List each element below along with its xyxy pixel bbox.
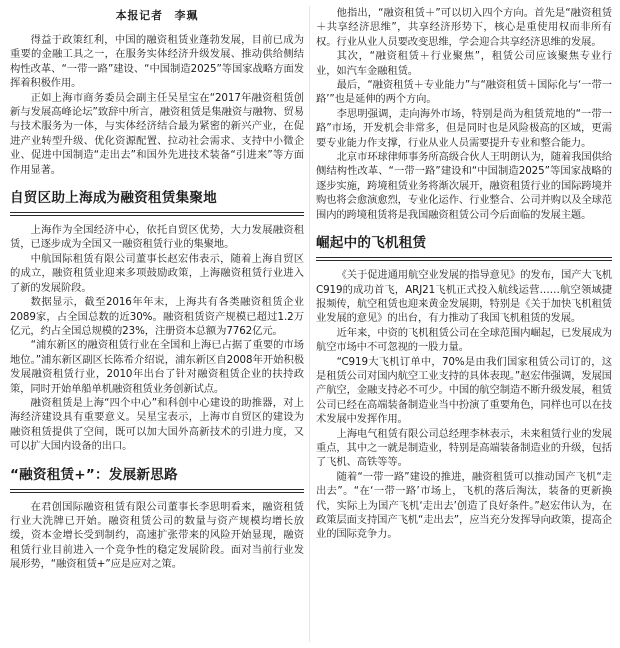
column-divider xyxy=(309,6,310,642)
article-paragraph: 上海作为全国经济中心，依托自贸区优势，大力发展融资租赁，已逐步成为全国又一融资租赁行业的集聚地。 xyxy=(10,224,304,251)
article-paragraph: 其次，“融资租赁＋行业聚焦”，租赁公司应该聚焦专业行业，如汽车金融租赁。 xyxy=(316,50,612,77)
article-paragraph: 他指出，“融资租赁＋”可以切入四个方向。首先是“融资租赁＋共享经济思维”，共享经济形势下，核心是重使用权而非所有权。行业从业人员要改变思维，学会迎合共享经济思维的发展。 xyxy=(316,7,612,48)
article-paragraph: 中航国际租赁有限公司董事长赵宏伟表示，随着上海自贸区的成立，融资租赁业迎来多项鼓励政策，上海融资租赁行业进入了新的发展阶段。 xyxy=(10,252,304,294)
intro-paragraph: 得益于政策红利，中国的融资租赁业蓬勃发展，目前已成为重要的金融工具之一，在服务实体经济升级发展、推动供给侧结构性改革、“一带一路”建设、“中国制造2025”等国家战略方面发挥着积极作用。 xyxy=(10,34,304,90)
right-column xyxy=(316,6,612,542)
byline: 本报记者 李珮 xyxy=(115,9,199,22)
article-paragraph: 近年来，中资的飞机租赁公司在全球范围内崛起，已发展成为航空市场中不可忽视的一股力量。 xyxy=(316,326,612,354)
article-paragraph: 数据显示，截至2016年年末，上海共有各类融资租赁企业2089家，占全国总数的近30%。融资租赁资产规模已超过1.2万亿元，约占全国总规模的23%，注册资本总额为7762亿元。 xyxy=(10,296,304,337)
section-heading-aircraft-leasing: 崛起中的飞机租赁 xyxy=(316,234,612,258)
section-heading-leasing-plus: “融资租赁+”：发展新思路 xyxy=(10,466,304,490)
article-paragraph: 《关于促进通用航空业发展的指导意见》的发布，国产大飞机C919的成功首飞，ARJ21飞机正式投入航线运营……航空领域捷报频传，航空租赁也迎来黄金发展期，特别是《关于加快飞机租赁业发展的意见》的出台，有力推动了我国飞机租赁的发展。 xyxy=(316,269,612,325)
left-column xyxy=(10,6,304,572)
article-paragraph: 北京市环球律师事务所高级合伙人王明朗认为，随着我国供给侧结构性改革、“一带一路”建设和“中国制造2025”等国家战略的逐步实施，跨境租赁业务将渐次展开，融资租赁行业的国际跨境并购也将会愈演愈烈，专业化运作、行业整合、公司并购以及全球范围内的跨境租赁将是我国融资租赁公司今后面临的发展主题。 xyxy=(316,151,612,221)
article-paragraph: “C919大飞机订单中，70%是由我们国家租赁公司订的，这是租赁公司对国内航空工业支持的具体表现。”赵宏伟强调，发展国产航空，金融支持必不可少。中国的航空制造不断升级发展，租赁公司已经在高端装备制造业当中扮演了重要角色，同样也可以在技术发展中发挥作用。 xyxy=(316,355,612,426)
article-paragraph: 融资租赁是上海“四个中心”和科创中心建设的助推器，对上海经济建设具有重要意义。吴星宝表示，上海市自贸区的建设为融资租赁提供了空间，既可以加大国外高新技术的引进力度，又可以扩大国内设备的出口。 xyxy=(10,396,304,453)
article-paragraph: 在君创国际融资租赁有限公司董事长李思明看来，融资租赁行业大洗牌已开始。融资租赁公司的数量与资产规模均增长放缓，资本金增长受到制约，高速扩张带来的风险开始显现，融资租赁行业目前进入一个竞争性的稳定发展阶段。面对当前行业发展形势，“融资租赁+”应是应对之策。 xyxy=(10,500,304,571)
section-heading-free-trade-zone: 自贸区助上海成为融资租赁集聚地 xyxy=(10,189,304,213)
article-paragraph: 随着“一带一路”建设的推进，融资租赁可以推动国产飞机“走出去”。“在‘一带一路’市场上，飞机的落后淘汰，装备的更新换代，实际上为国产飞机‘走出去’创造了良好条件。”赵宏伟认为，在政策层面支持国产飞机“走出去”，应当充分发挥导向政策，提高企业的国际竞争力。 xyxy=(316,470,612,541)
article-paragraph: 上海电气租赁有限公司总经理李林表示，未来租赁行业的发展重点，其中之一就是制造业，特别是高端装备制造业的升级，包括了飞机、高铁等等。 xyxy=(316,427,612,469)
article-paragraph: “浦东新区的融资租赁行业在全国和上海已占据了重要的市场地位。”浦东新区副区长陈希介绍说，浦东新区自2008年开始积极发展融资租赁行业，2010年出台了针对融资租赁企业的扶持政策，同时开始单船单机融资租赁业务创新试点。 xyxy=(10,339,304,395)
intro-paragraph: 正如上海市商务委员会副主任吴星宝在“2017年融资租赁创新与发展高峰论坛”致辞中所言，融资租赁是集融资与融物、贸易与技术服务为一体，与实体经济结合最为紧密的新兴产业，在促进产业转型升级、优化资源配置、拉动社会需求、支持中小微企业、促进中国制造“走出去”和国外先进技术装备“引进来”等方面作用显著。 xyxy=(10,91,304,176)
article-paragraph: 李思明强调，走向海外市场，特别是尚为租赁荒地的“一带一路”市场，开发机会非常多，但是同时也是风险极高的区域，更需要专业能力作支撑，行业从业人员需要提升专业和整合能力。 xyxy=(316,107,612,149)
article-paragraph: 最后，“融资租赁＋专业能力”与“融资租赁＋国际化与‘一带一路’”也是延伸的两个方向。 xyxy=(316,79,612,106)
